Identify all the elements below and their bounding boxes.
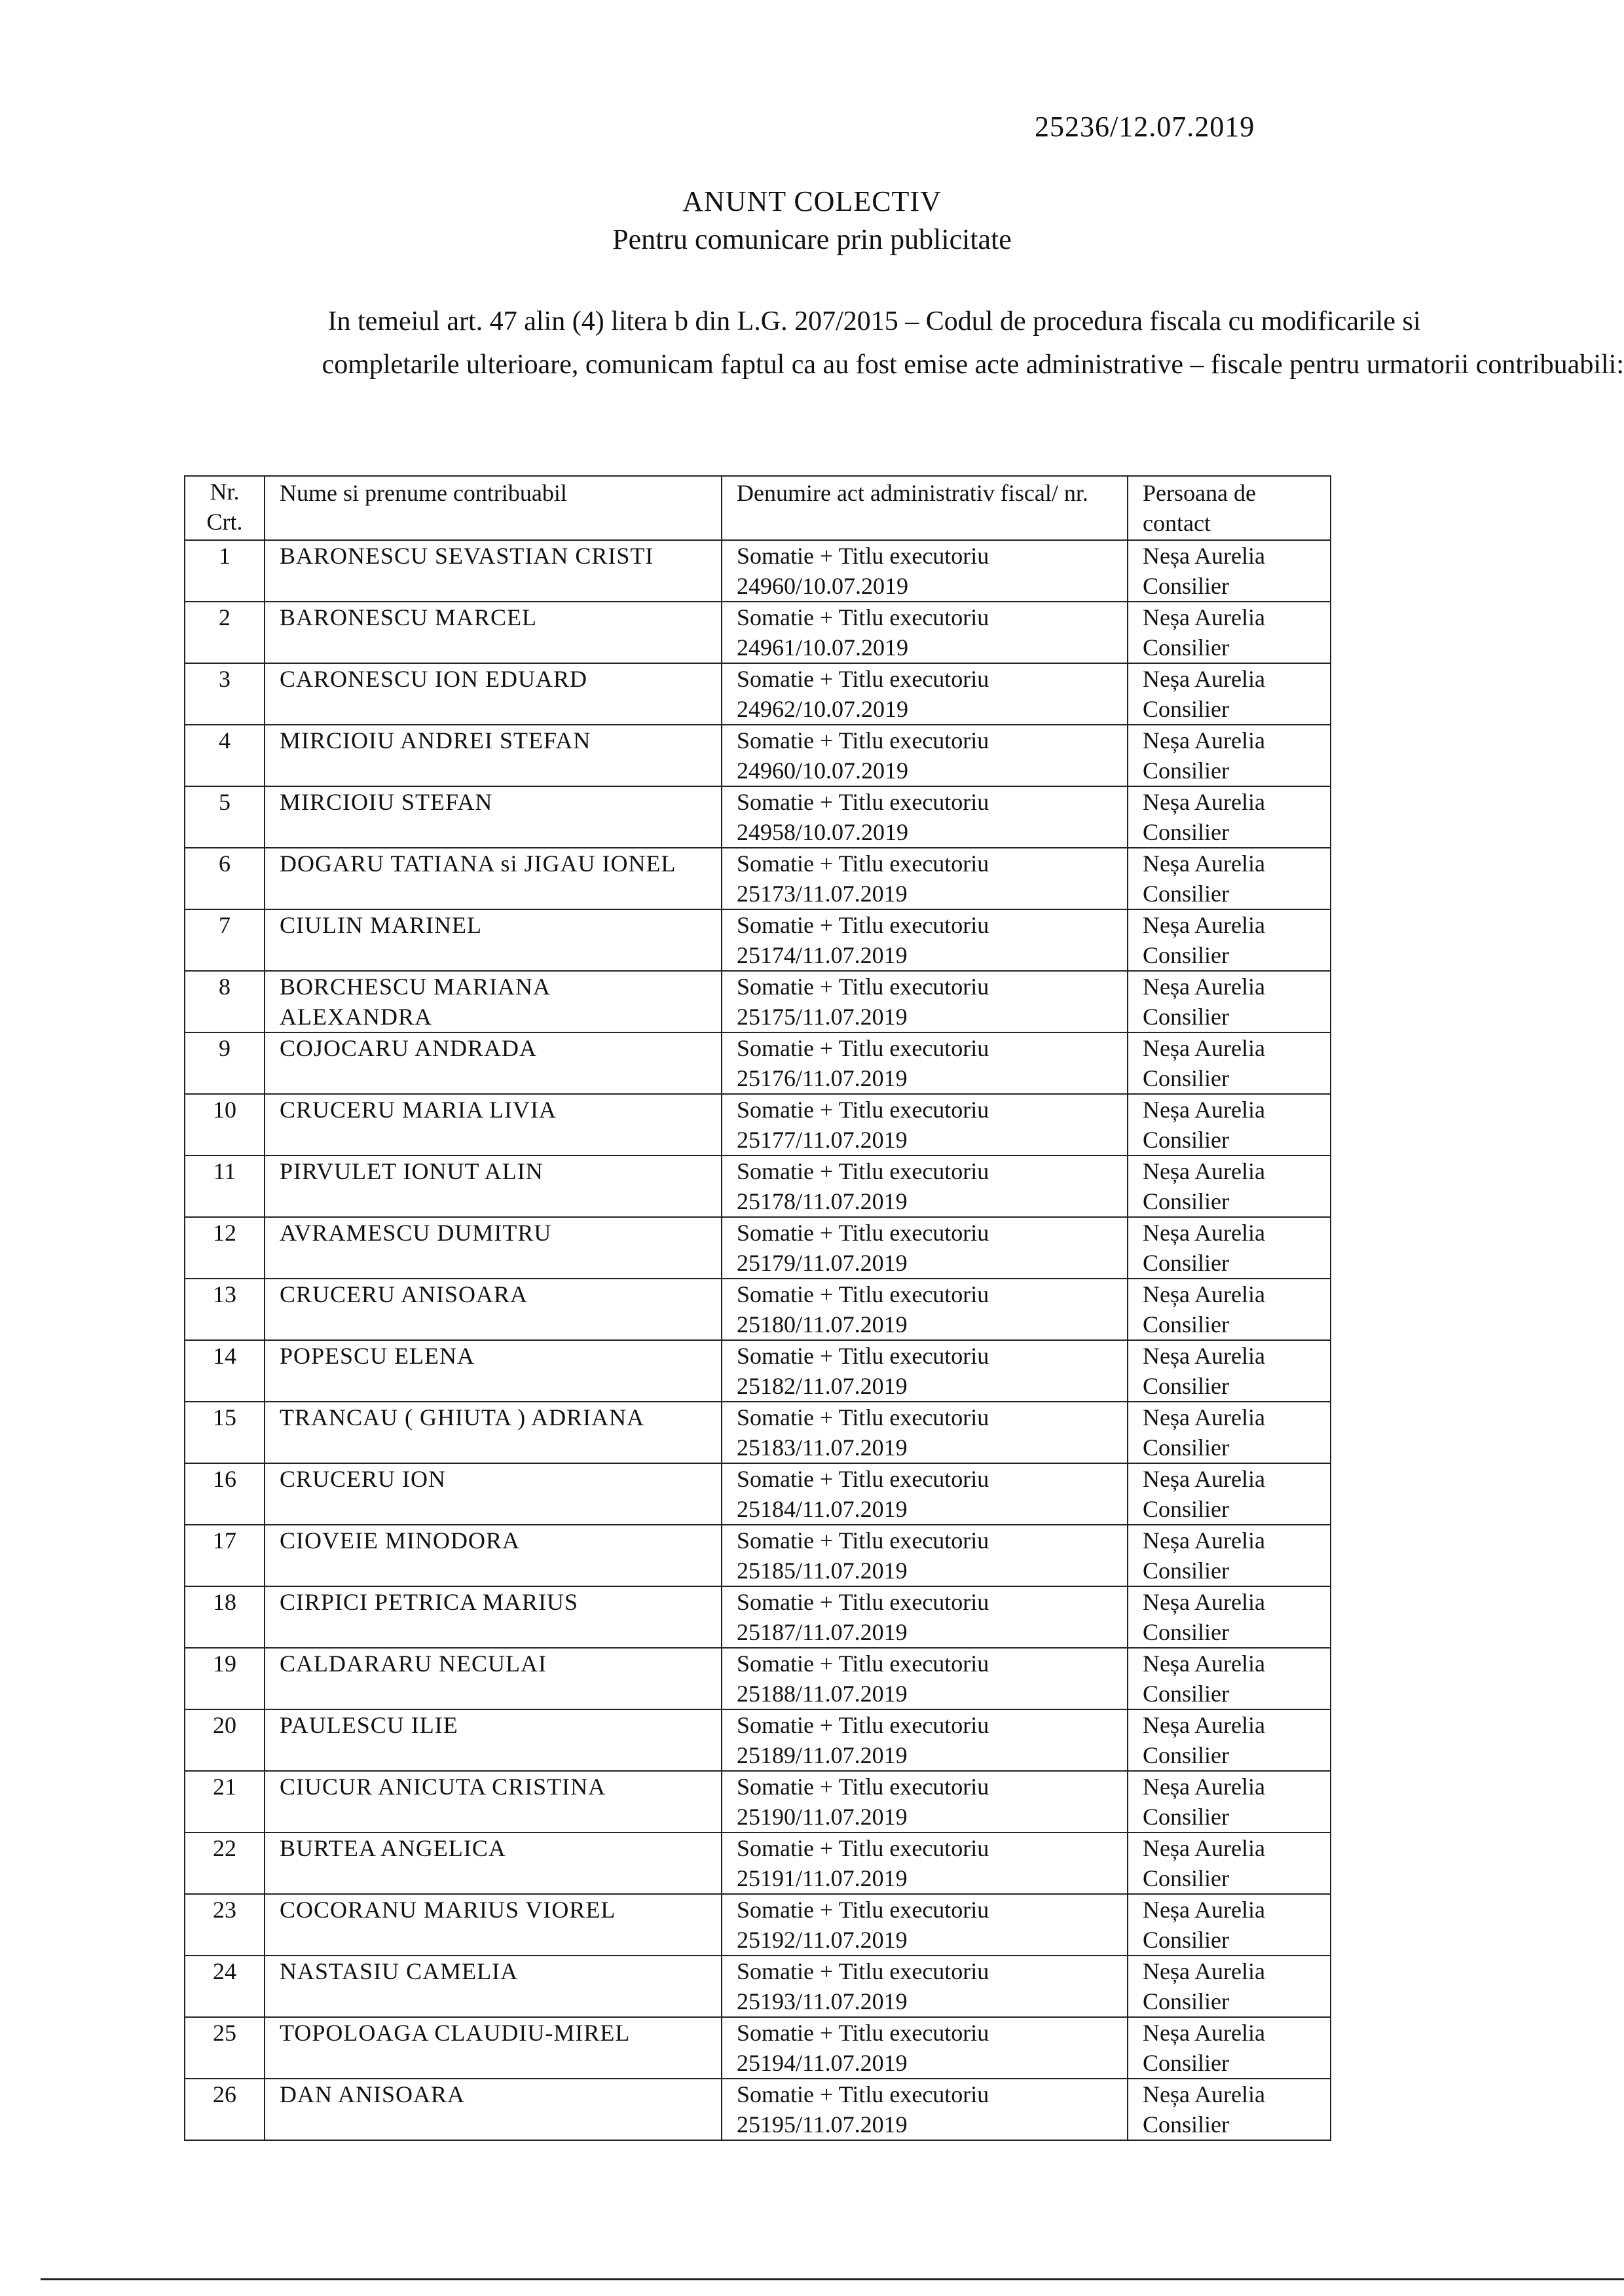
cell-contact: Neșa Aurelia Consilier xyxy=(1128,725,1331,786)
cell-act: Somatie + Titlu executoriu 25191/11.07.2019 xyxy=(722,1832,1128,1894)
cell-name: CRUCERU ANISOARA xyxy=(265,1279,722,1340)
cell-contact: Neșa Aurelia Consilier xyxy=(1128,1586,1331,1648)
table-row xyxy=(185,1709,1331,1771)
cell-name: CIULIN MARINEL xyxy=(265,909,722,971)
cell-act: Somatie + Titlu executoriu 25179/11.07.2019 xyxy=(722,1217,1128,1279)
cell-name: PAULESCU ILIE xyxy=(265,1709,722,1771)
cell-act: Somatie + Titlu executoriu 25194/11.07.2019 xyxy=(722,2017,1128,2079)
cell-name: COCORANU MARIUS VIOREL xyxy=(265,1894,722,1956)
cell-nr: 20 xyxy=(185,1709,265,1771)
cell-name: TRANCAU ( GHIUTA ) ADRIANA xyxy=(265,1402,722,1463)
table-row xyxy=(185,971,1331,1032)
cell-nr: 4 xyxy=(185,725,265,786)
cell-act: Somatie + Titlu executoriu 25182/11.07.2019 xyxy=(722,1340,1128,1402)
cell-act: Somatie + Titlu executoriu 25180/11.07.2019 xyxy=(722,1279,1128,1340)
cell-act: Somatie + Titlu executoriu 25188/11.07.2019 xyxy=(722,1648,1128,1709)
table-row xyxy=(185,1402,1331,1463)
table-row xyxy=(185,1832,1331,1894)
table-row xyxy=(185,1956,1331,2017)
cell-act: Somatie + Titlu executoriu 24962/10.07.2019 xyxy=(722,663,1128,725)
table-row xyxy=(185,1094,1331,1156)
cell-contact: Neșa Aurelia Consilier xyxy=(1128,786,1331,848)
table-row xyxy=(185,2017,1331,2079)
cell-name: NASTASIU CAMELIA xyxy=(265,1956,722,2017)
cell-nr: 19 xyxy=(185,1648,265,1709)
cell-act: Somatie + Titlu executoriu 25193/11.07.2019 xyxy=(722,1956,1128,2017)
table-row xyxy=(185,1648,1331,1709)
cell-contact: Neșa Aurelia Consilier xyxy=(1128,1894,1331,1956)
intro-line-2: completarile ulterioare, comunicam faptul ca au fost emise acte administrative – fiscale pentru urmatorii contribuabili: xyxy=(322,350,1624,380)
cell-nr: 5 xyxy=(185,786,265,848)
cell-nr: 8 xyxy=(185,971,265,1032)
cell-nr: 1 xyxy=(185,540,265,602)
cell-name: CIUCUR ANICUTA CRISTINA xyxy=(265,1771,722,1832)
cell-contact: Neșa Aurelia Consilier xyxy=(1128,1709,1331,1771)
cell-contact: Neșa Aurelia Consilier xyxy=(1128,1525,1331,1586)
cell-act: Somatie + Titlu executoriu 24958/10.07.2019 xyxy=(722,786,1128,848)
cell-name: CALDARARU NECULAI xyxy=(265,1648,722,1709)
cell-contact: Neșa Aurelia Consilier xyxy=(1128,1340,1331,1402)
cell-act: Somatie + Titlu executoriu 25187/11.07.2019 xyxy=(722,1586,1128,1648)
table-row xyxy=(185,602,1331,663)
cell-contact: Neșa Aurelia Consilier xyxy=(1128,1156,1331,1217)
cell-nr: 10 xyxy=(185,1094,265,1156)
cell-name: TOPOLOAGA CLAUDIU-MIREL xyxy=(265,2017,722,2079)
document-subtitle: Pentru comunicare prin publicitate xyxy=(612,223,1012,255)
cell-nr: 6 xyxy=(185,848,265,909)
cell-name: BORCHESCU MARIANA ALEXANDRA xyxy=(265,971,722,1032)
document-title: ANUNT COLECTIV xyxy=(682,185,942,217)
cell-nr: 22 xyxy=(185,1832,265,1894)
cell-name: CIOVEIE MINODORA xyxy=(265,1525,722,1586)
table-row xyxy=(185,909,1331,971)
table-row xyxy=(185,848,1331,909)
table-row xyxy=(185,1525,1331,1586)
cell-nr: 26 xyxy=(185,2079,265,2140)
cell-act: Somatie + Titlu executoriu 25174/11.07.2019 xyxy=(722,909,1128,971)
header-name: Nume si prenume contribuabil xyxy=(265,476,722,540)
cell-act: Somatie + Titlu executoriu 25183/11.07.2019 xyxy=(722,1402,1128,1463)
cell-nr: 2 xyxy=(185,602,265,663)
cell-name: CRUCERU MARIA LIVIA xyxy=(265,1094,722,1156)
table-row xyxy=(185,1894,1331,1956)
cell-name: COJOCARU ANDRADA xyxy=(265,1032,722,1094)
cell-contact: Neșa Aurelia Consilier xyxy=(1128,971,1331,1032)
cell-name: CARONESCU ION EDUARD xyxy=(265,663,722,725)
cell-nr: 12 xyxy=(185,1217,265,1279)
cell-act: Somatie + Titlu executoriu 25184/11.07.2019 xyxy=(722,1463,1128,1525)
table-row xyxy=(185,2079,1331,2140)
cell-act: Somatie + Titlu executoriu 24961/10.07.2019 xyxy=(722,602,1128,663)
table-row xyxy=(185,1156,1331,1217)
cell-contact: Neșa Aurelia Consilier xyxy=(1128,1956,1331,2017)
cell-nr: 17 xyxy=(185,1525,265,1586)
cell-act: Somatie + Titlu executoriu 25192/11.07.2019 xyxy=(722,1894,1128,1956)
table-row xyxy=(185,1279,1331,1340)
document-number: 25236/12.07.2019 xyxy=(1035,111,1255,143)
cell-act: Somatie + Titlu executoriu 25178/11.07.2019 xyxy=(722,1156,1128,1217)
table-row xyxy=(185,1217,1331,1279)
table-body xyxy=(185,540,1331,2140)
cell-name: DOGARU TATIANA si JIGAU IONEL xyxy=(265,848,722,909)
cell-act: Somatie + Titlu executoriu 25176/11.07.2019 xyxy=(722,1032,1128,1094)
cell-contact: Neșa Aurelia Consilier xyxy=(1128,909,1331,971)
cell-act: Somatie + Titlu executoriu 25195/11.07.2019 xyxy=(722,2079,1128,2140)
cell-nr: 13 xyxy=(185,1279,265,1340)
cell-nr: 24 xyxy=(185,1956,265,2017)
cell-nr: 11 xyxy=(185,1156,265,1217)
cell-act: Somatie + Titlu executoriu 25189/11.07.2019 xyxy=(722,1709,1128,1771)
table-row xyxy=(185,663,1331,725)
cell-contact: Neșa Aurelia Consilier xyxy=(1128,1771,1331,1832)
table-row xyxy=(185,1771,1331,1832)
cell-nr: 3 xyxy=(185,663,265,725)
cell-act: Somatie + Titlu executoriu 25173/11.07.2019 xyxy=(722,848,1128,909)
cell-nr: 9 xyxy=(185,1032,265,1094)
cell-nr: 18 xyxy=(185,1586,265,1648)
cell-act: Somatie + Titlu executoriu 25190/11.07.2019 xyxy=(722,1771,1128,1832)
cell-contact: Neșa Aurelia Consilier xyxy=(1128,1648,1331,1709)
cell-contact: Neșa Aurelia Consilier xyxy=(1128,2079,1331,2140)
cell-name: BURTEA ANGELICA xyxy=(265,1832,722,1894)
cell-act: Somatie + Titlu executoriu 25177/11.07.2019 xyxy=(722,1094,1128,1156)
header-act: Denumire act administrativ fiscal/ nr. xyxy=(722,476,1128,540)
cell-contact: Neșa Aurelia Consilier xyxy=(1128,1094,1331,1156)
cell-contact: Neșa Aurelia Consilier xyxy=(1128,1463,1331,1525)
cell-contact: Neșa Aurelia Consilier xyxy=(1128,1032,1331,1094)
cell-contact: Neșa Aurelia Consilier xyxy=(1128,1217,1331,1279)
cell-nr: 23 xyxy=(185,1894,265,1956)
cell-nr: 15 xyxy=(185,1402,265,1463)
cell-name: BARONESCU MARCEL xyxy=(265,602,722,663)
cell-act: Somatie + Titlu executoriu 24960/10.07.2019 xyxy=(722,725,1128,786)
cell-name: BARONESCU SEVASTIAN CRISTI xyxy=(265,540,722,602)
cell-act: Somatie + Titlu executoriu 25175/11.07.2019 xyxy=(722,971,1128,1032)
cell-contact: Neșa Aurelia Consilier xyxy=(1128,2017,1331,2079)
cell-act: Somatie + Titlu executoriu 25185/11.07.2019 xyxy=(722,1525,1128,1586)
taxpayer-table xyxy=(184,475,1331,2141)
table-row xyxy=(185,725,1331,786)
table-row xyxy=(185,1032,1331,1094)
cell-nr: 25 xyxy=(185,2017,265,2079)
header-contact: Persoana de contact xyxy=(1128,476,1331,540)
cell-name: POPESCU ELENA xyxy=(265,1340,722,1402)
cell-name: CIRPICI PETRICA MARIUS xyxy=(265,1586,722,1648)
cell-nr: 16 xyxy=(185,1463,265,1525)
cell-contact: Neșa Aurelia Consilier xyxy=(1128,848,1331,909)
intro-paragraph xyxy=(0,300,1624,386)
cell-nr: 14 xyxy=(185,1340,265,1402)
table-row xyxy=(185,1586,1331,1648)
intro-line-1: In temeiul art. 47 alin (4) litera b din L.G. 207/2015 – Codul de procedura fiscala cu modificarile si xyxy=(327,306,1421,337)
cell-name: CRUCERU ION xyxy=(265,1463,722,1525)
cell-act: Somatie + Titlu executoriu 24960/10.07.2019 xyxy=(722,540,1128,602)
cell-name: MIRCIOIU STEFAN xyxy=(265,786,722,848)
table-header-row xyxy=(185,476,1331,540)
cell-name: MIRCIOIU ANDREI STEFAN xyxy=(265,725,722,786)
cell-nr: 7 xyxy=(185,909,265,971)
cell-contact: Neșa Aurelia Consilier xyxy=(1128,540,1331,602)
bottom-divider xyxy=(41,2278,1624,2280)
cell-contact: Neșa Aurelia Consilier xyxy=(1128,1832,1331,1894)
table-row xyxy=(185,786,1331,848)
cell-contact: Neșa Aurelia Consilier xyxy=(1128,1402,1331,1463)
cell-nr: 21 xyxy=(185,1771,265,1832)
cell-contact: Neșa Aurelia Consilier xyxy=(1128,602,1331,663)
table-row xyxy=(185,1340,1331,1402)
cell-name: PIRVULET IONUT ALIN xyxy=(265,1156,722,1217)
cell-name: DAN ANISOARA xyxy=(265,2079,722,2140)
table-row xyxy=(185,1463,1331,1525)
cell-contact: Neșa Aurelia Consilier xyxy=(1128,1279,1331,1340)
cell-contact: Neșa Aurelia Consilier xyxy=(1128,663,1331,725)
table-row xyxy=(185,540,1331,602)
cell-name: AVRAMESCU DUMITRU xyxy=(265,1217,722,1279)
header-nr: Nr. Crt. xyxy=(185,476,265,540)
